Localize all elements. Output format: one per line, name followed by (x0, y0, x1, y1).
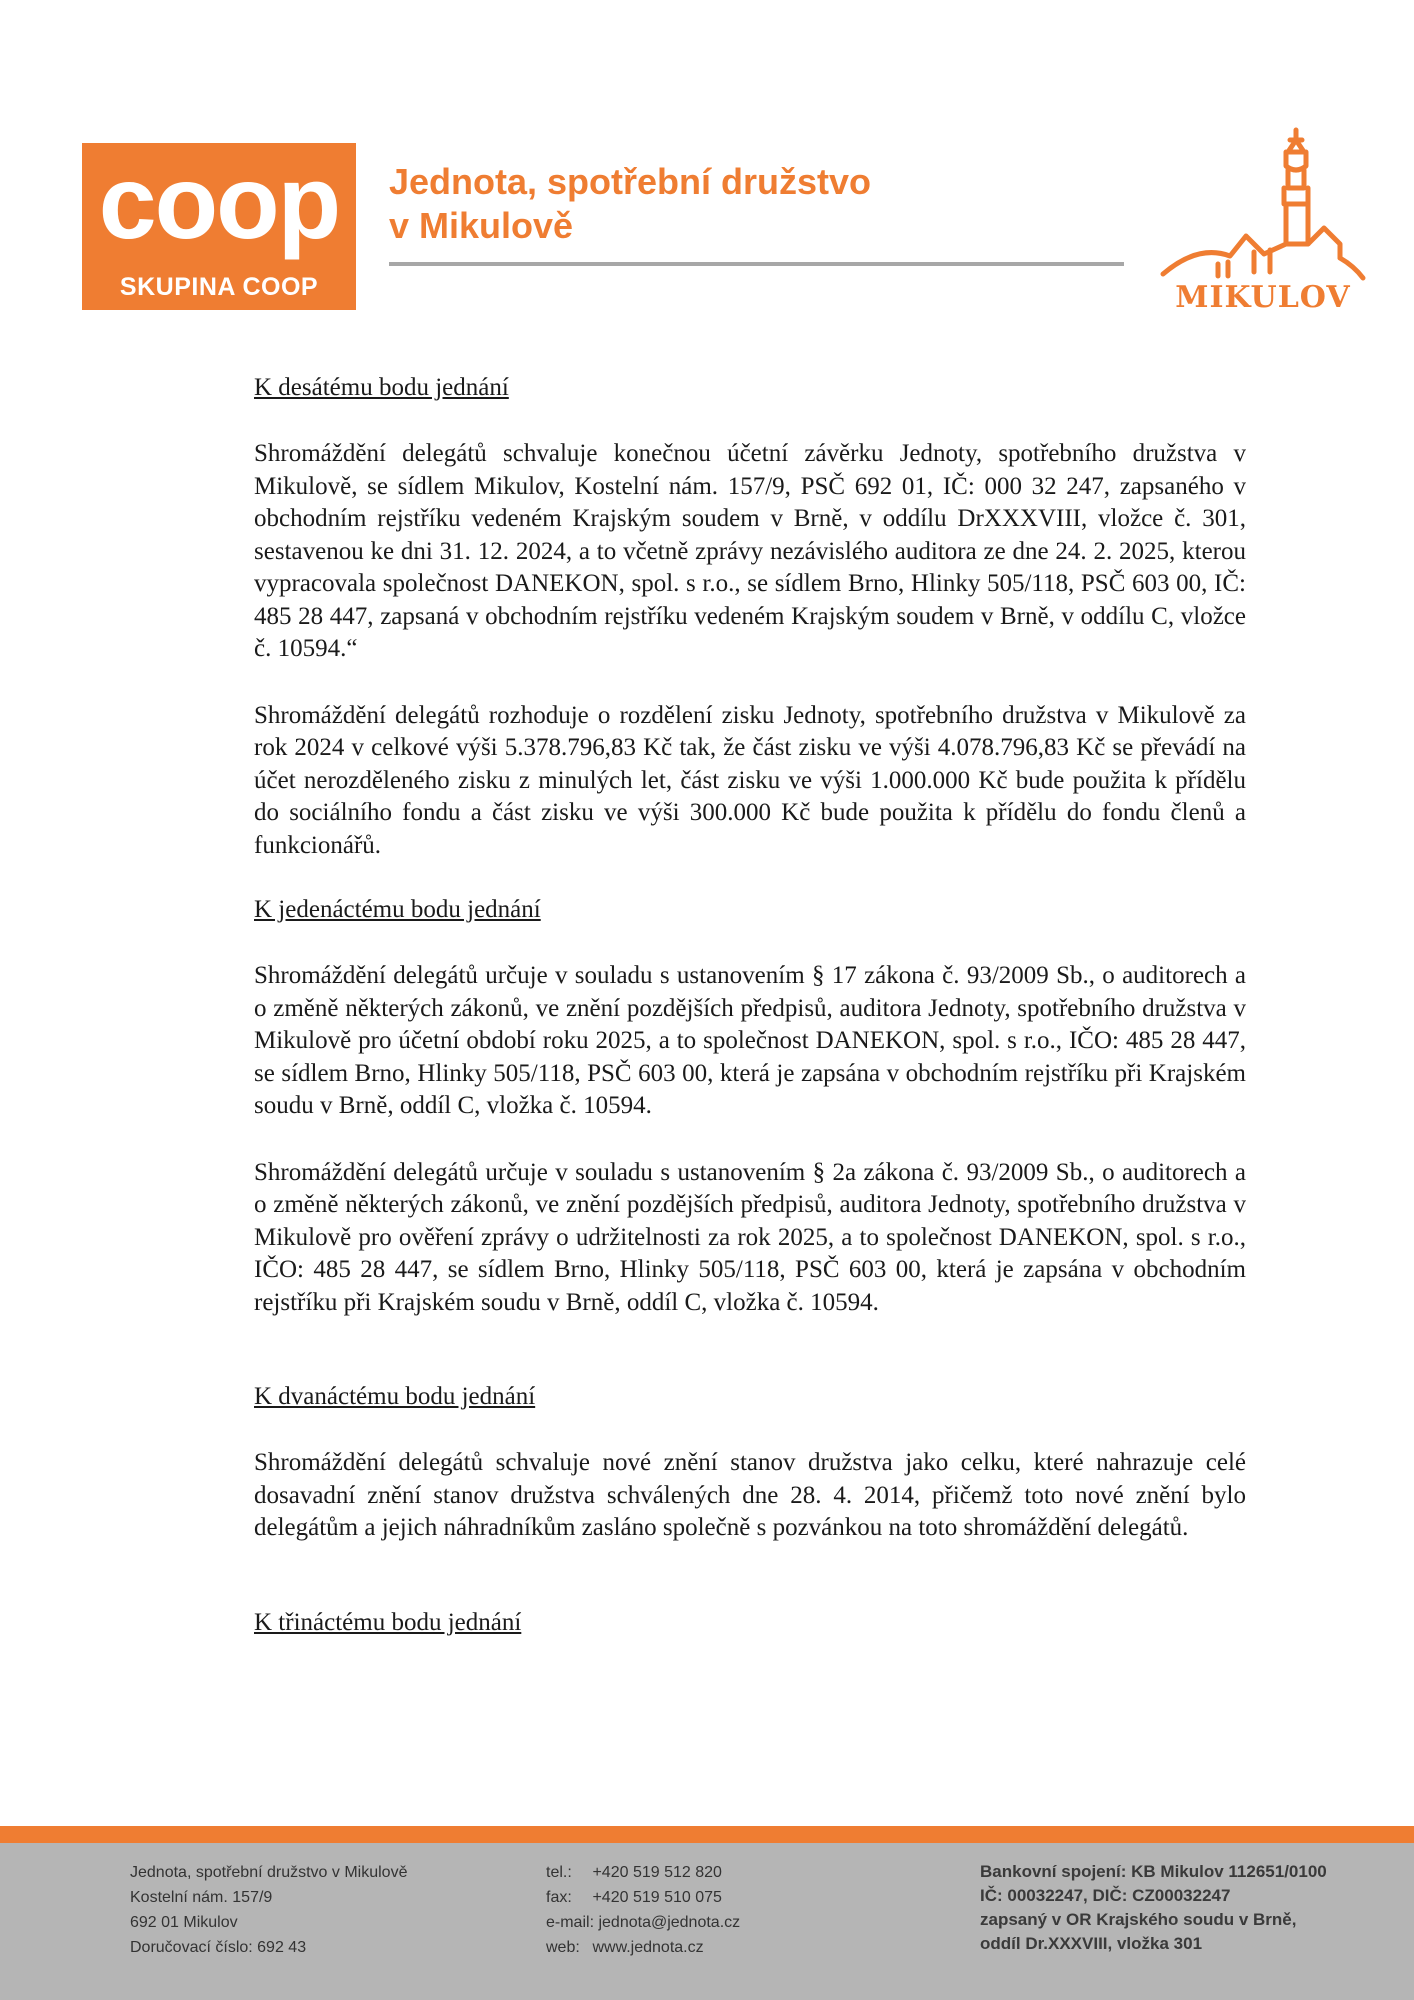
footer-bank-info (980, 1860, 1327, 1956)
contact-label: tel.: (546, 1864, 572, 1881)
footer-contact-phone (546, 1860, 740, 1885)
section-heading-10: K desátému bodu jednání (254, 374, 509, 401)
contact-label: e-mail: (546, 1914, 595, 1931)
section-heading-11: K jedenáctému bodu jednání (254, 896, 541, 923)
footer-address-line: Doručovací číslo: 692 43 (130, 1939, 307, 1956)
contact-label: fax: (546, 1889, 572, 1906)
footer-address-line: Jednota, spotřební družstvo v Mikulově (130, 1864, 408, 1881)
section-10-paragraph-2: Shromáždění delegátů rozhoduje o rozdělení zisku Jednoty, spotřebního družstva v Mikulově za rok 2024 v celkové výši 5.378.796,83 Kč tak, že část zisku ve výši 4.078.796,83 Kč se převádí na účet nerozděleného zisku z minulých let, část zisku ve výši 1.000.000 Kč bude použita k přídělu do sociálního fondu a část zisku ve výši 300.000 Kč bude použita k přídělu do fondu členů a funkcionářů. (254, 701, 1246, 859)
section-heading-12: K dvanáctému bodu jednání (254, 1383, 536, 1410)
footer-bank-line: zapsaný v OR Krajského soudu v Brně, (980, 1910, 1297, 1929)
section-11-paragraph-2: Shromáždění delegátů určuje v souladu s ustanovením § 2a zákona č. 93/2009 Sb., o auditorech a o změně některých zákonů, ve znění pozdějších předpisů, auditora Jednoty, spotřebního družstva v Mikulově pro ověření zprávy o udržitelnosti za rok 2025, a to společnost DANEKON, spol. s r.o., IČO: 485 28 447, se sídlem Brno, Hlinky 505/118, PSČ 603 00, která je zapsána v obchodním rejstříku při Krajském soudu v Brně, oddíl C, vložka č. 10594. (254, 1158, 1246, 1316)
footer-bank-line: IČ: 00032247, DIČ: CZ00032247 (980, 1886, 1231, 1905)
document-body (254, 372, 1246, 1639)
contact-value: www.jednota.cz (592, 1939, 704, 1956)
footer-address (130, 1860, 407, 1960)
contact-label: web: (546, 1939, 580, 1956)
coop-logo (82, 143, 356, 310)
header-divider (389, 262, 1124, 266)
footer-contact-email (546, 1910, 740, 1935)
organization-title-line1: Jednota, spotřební družstvo (389, 161, 872, 202)
coop-logo-subtitle: SKUPINA COOP (119, 273, 319, 301)
footer-contact-fax (546, 1885, 740, 1910)
footer-address-line: Kostelní nám. 157/9 (130, 1889, 273, 1906)
section-heading-13: K třináctému bodu jednání (254, 1608, 522, 1636)
organization-title (389, 160, 871, 248)
section-10-paragraph-1: Shromáždění delegátů schvaluje konečnou účetní závěrku Jednoty, spotřebního družstva v Mikulově, se sídlem Mikulov, Kostelní nám. 157/9, PSČ 692 01, IČ: 000 32 247, zapsaného v obchodním rejstříku vedeném Krajským soudem v Brně, v oddílu DrXXXVIII, vložce č. 301, sestavenou ke dni 31. 12. 2024, a to včetně zprávy nezávislého auditora ze dne 24. 2. 2025, kterou vypracovala společnost DANEKON, spol. s r.o., se sídlem Brno, Hlinky 505/118, PSČ 603 00, IČ: 485 28 447, zapsaná v obchodním rejstříku vedeném Krajským soudem v Brně, v oddílu C, vložce č. 10594.“ (254, 440, 1246, 662)
section-11-paragraph-1: Shromáždění delegátů určuje v souladu s ustanovením § 17 zákona č. 93/2009 Sb., o auditorech a o změně některých zákonů, ve znění pozdějších předpisů, auditora Jednoty, spotřebního družstva v Mikulově pro účetní období roku 2025, a to společnost DANEKON, spol. s r.o., IČO: 485 28 447, se sídlem Brno, Hlinky 505/118, PSČ 603 00, která je zapsána v obchodním rejstříku při Krajském soudu v Brně, oddíl C, vložka č. 10594. (254, 962, 1246, 1119)
footer-contact-web (546, 1935, 740, 1960)
footer-accent-stripe (0, 1826, 1414, 1843)
contact-value: +420 519 512 820 (592, 1864, 722, 1881)
footer-address-line: 692 01 Mikulov (130, 1914, 238, 1931)
footer-bank-line: oddíl Dr.XXXVIII, vložka 301 (980, 1934, 1203, 1953)
mikulov-logo-text: MIKULOV (1175, 280, 1351, 315)
footer-contacts (546, 1860, 740, 1960)
coop-logo-text: coop (98, 145, 340, 261)
contact-value: +420 519 510 075 (592, 1889, 722, 1906)
organization-title-line2: v Mikulově (389, 205, 574, 246)
contact-value: jednota@jednota.cz (598, 1914, 741, 1931)
footer-bank-line: Bankovní spojení: KB Mikulov 112651/0100 (980, 1862, 1327, 1881)
section-12-paragraph-1: Shromáždění delegátů schvaluje nové znění stanov družstva jako celku, které nahrazuje celé dosavadní znění stanov družstva schválených dne 28. 4. 2014, přičemž toto nové znění bylo delegátům a jejich náhradníkům zasláno společně s pozvánkou na toto shromáždění delegátů. (254, 1449, 1246, 1541)
